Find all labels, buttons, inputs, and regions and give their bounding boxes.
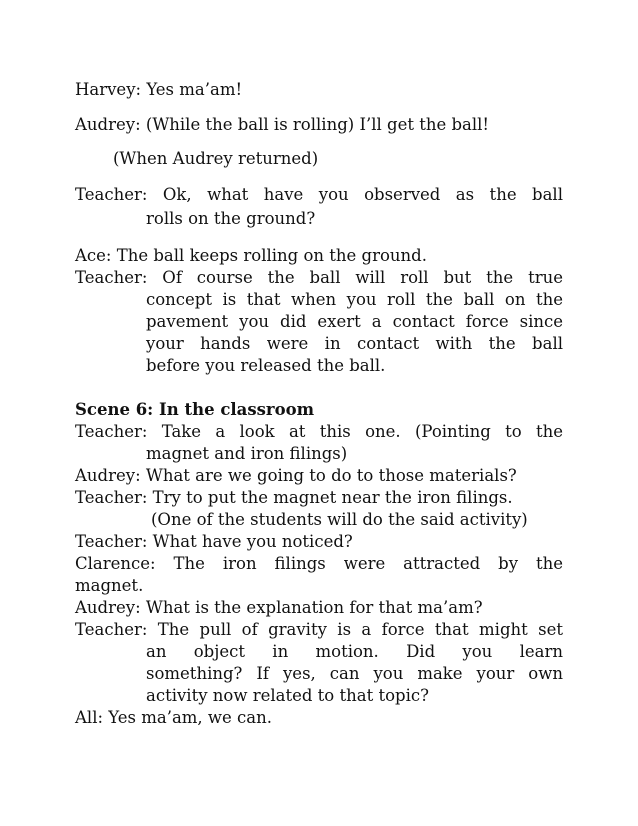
- dialogue-continuation: rolls on the ground?: [146, 209, 316, 228]
- dialogue-line-audrey: Audrey: What are we going to do to those materials?: [75, 466, 517, 485]
- dialogue-continuation: magnet and iron filings): [146, 444, 348, 463]
- dialogue-continuation: pavement you did exert a contact force since: [146, 312, 563, 331]
- dialogue-continuation: magnet.: [75, 576, 144, 595]
- dialogue-continuation: an object in motion. Did you learn: [146, 642, 563, 661]
- dialogue-line-audrey: Audrey: (While the ball is rolling) I’ll get the ball!: [75, 115, 490, 134]
- dialogue-continuation: activity now related to that topic?: [146, 686, 429, 705]
- dialogue-continuation: concept is that when you roll the ball on the: [146, 290, 563, 309]
- stage-direction: (One of the students will do the said activity): [151, 510, 528, 529]
- dialogue-line-clarence: Clarence: The iron filings were attracted by the: [75, 554, 563, 573]
- dialogue-continuation: something? If yes, can you make your own: [146, 664, 563, 683]
- dialogue-line-teacher: Teacher: Ok, what have you observed as the ball: [75, 185, 563, 204]
- dialogue-line-harvey: Harvey: Yes ma’am!: [75, 80, 243, 99]
- dialogue-line-all: All: Yes ma’am, we can.: [75, 708, 272, 727]
- dialogue-line-teacher: Teacher: Try to put the magnet near the iron filings.: [75, 488, 513, 507]
- stage-direction: (When Audrey returned): [113, 149, 319, 168]
- dialogue-line-audrey: Audrey: What is the explanation for that ma’am?: [75, 598, 483, 617]
- dialogue-continuation: your hands were in contact with the ball: [146, 334, 563, 353]
- dialogue-line-teacher: Teacher: The pull of gravity is a force that might set: [75, 620, 563, 639]
- dialogue-continuation: before you released the ball.: [146, 356, 386, 375]
- dialogue-line-teacher: Teacher: Of course the ball will roll but the true: [75, 268, 563, 287]
- dialogue-line-ace: Ace: The ball keeps rolling on the ground.: [75, 246, 427, 265]
- scene-heading: Scene 6: In the classroom: [75, 400, 315, 419]
- dialogue-line-teacher: Teacher: Take a look at this one. (Pointing to the: [75, 422, 563, 441]
- dialogue-line-teacher: Teacher: What have you noticed?: [75, 532, 353, 551]
